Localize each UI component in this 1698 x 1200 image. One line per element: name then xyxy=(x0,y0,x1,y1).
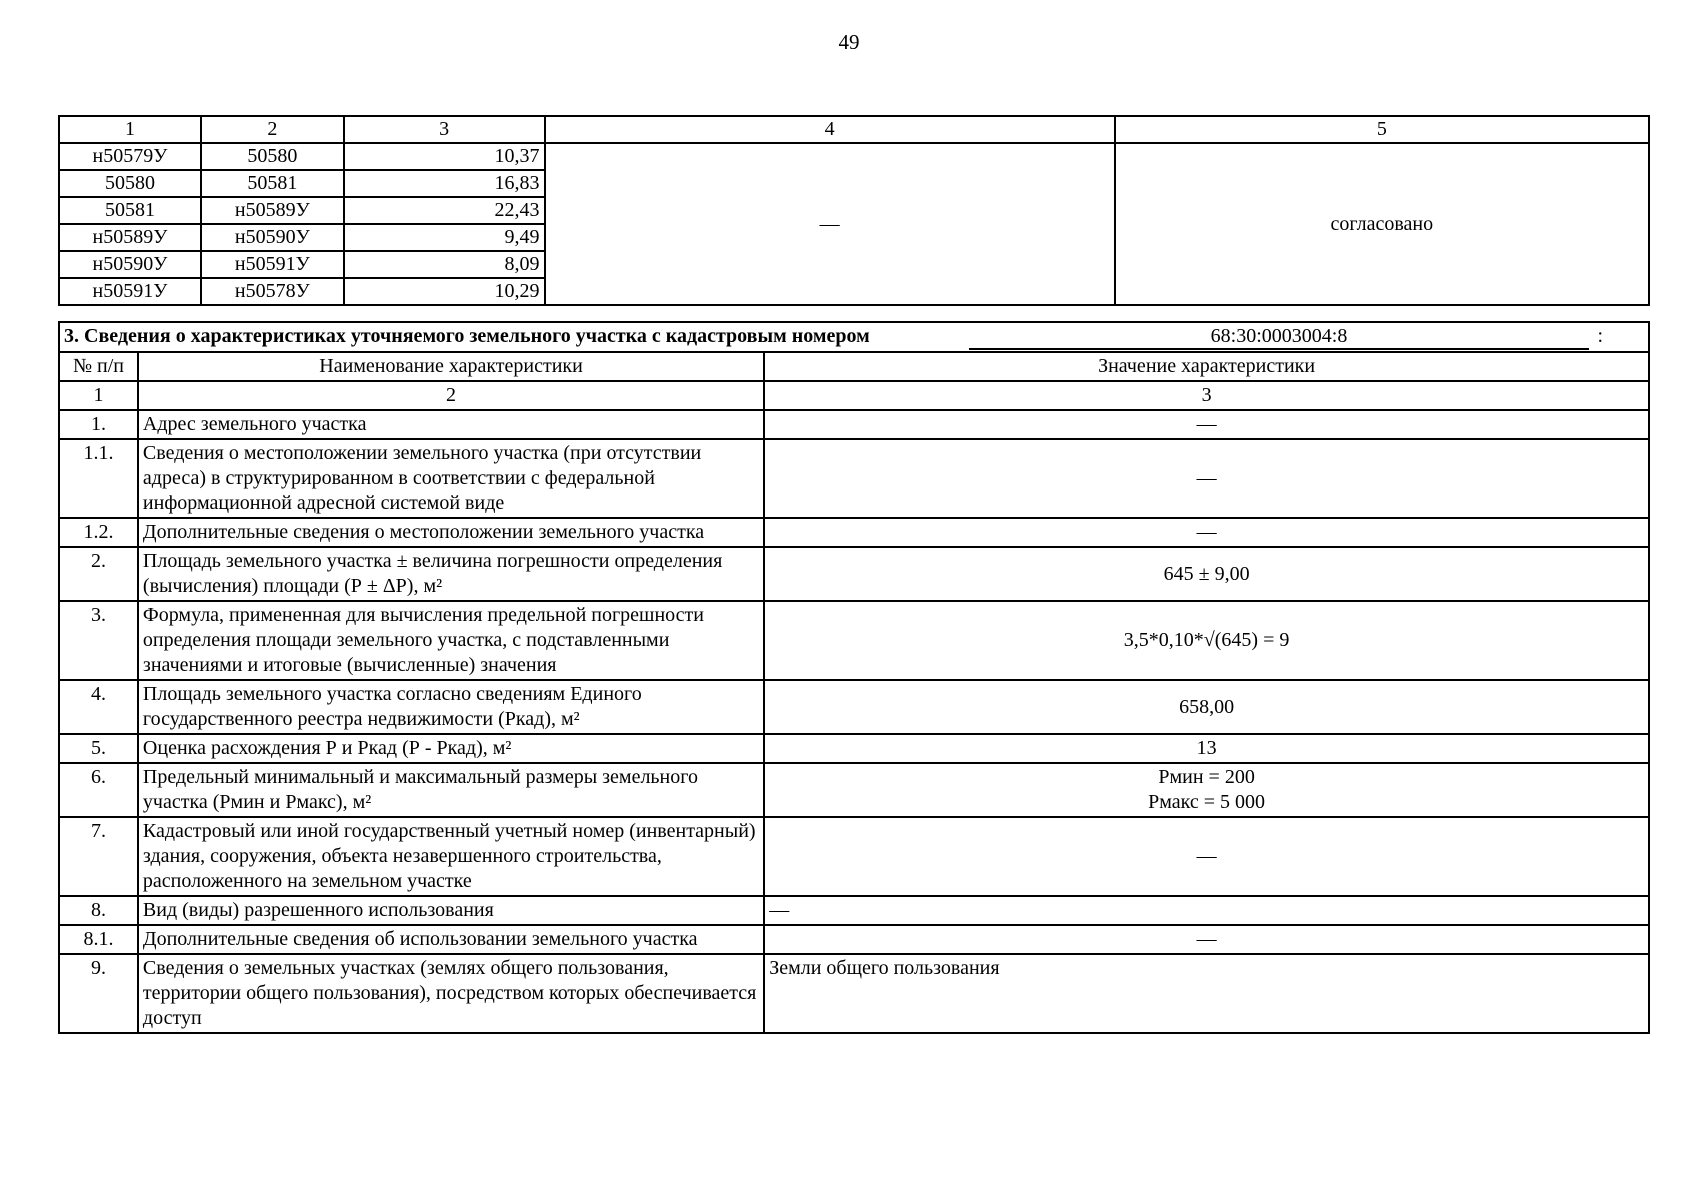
header-cell: 4 xyxy=(545,116,1115,143)
characteristic-value xyxy=(764,763,1649,817)
distance: 8,09 xyxy=(344,251,545,278)
characteristic-value: 645 ± 9,00 xyxy=(764,547,1649,601)
characteristic-name: Адрес земельного участка xyxy=(138,410,764,439)
point-from: н50579У xyxy=(59,143,201,170)
boundary-table-header xyxy=(59,116,1649,143)
row-number: 8.1. xyxy=(59,925,138,954)
characteristic-value: — xyxy=(764,439,1649,518)
table-row xyxy=(59,817,1649,896)
page-number: 49 xyxy=(838,30,860,54)
table-row xyxy=(59,734,1649,763)
header-value: Значение характеристики xyxy=(764,352,1649,381)
point-to: н50591У xyxy=(201,251,344,278)
col-number: 3 xyxy=(764,381,1649,410)
characteristic-name: Предельный минимальный и максимальный размеры земельного участка (Рмин и Рмакс), м² xyxy=(138,763,764,817)
header-cell: 2 xyxy=(201,116,344,143)
max-size: Рмакс = 5 000 xyxy=(1148,791,1266,813)
distance: 10,29 xyxy=(344,278,545,305)
section-title-row xyxy=(59,322,1649,352)
row-number: 1. xyxy=(59,410,138,439)
distance: 9,49 xyxy=(344,224,545,251)
characteristic-name: Формула, примененная для вычисления предельной погрешности определения площади земельного участка, с подставленными значениями и итоговые (вычисленные) значения xyxy=(138,601,764,680)
row-number: 2. xyxy=(59,547,138,601)
characteristics-header xyxy=(59,352,1649,381)
col-number: 1 xyxy=(59,381,138,410)
header-cell: 1 xyxy=(59,116,201,143)
table-row xyxy=(59,439,1649,518)
characteristic-value: — xyxy=(764,896,1649,925)
row-number: 3. xyxy=(59,601,138,680)
table-row xyxy=(59,601,1649,680)
row-number: 1.2. xyxy=(59,518,138,547)
header-num: № п/п xyxy=(59,352,138,381)
point-from: 50580 xyxy=(59,170,201,197)
point-to: н50589У xyxy=(201,197,344,224)
point-to: н50590У xyxy=(201,224,344,251)
header-name: Наименование характеристики xyxy=(138,352,764,381)
row-number: 7. xyxy=(59,817,138,896)
distance: 22,43 xyxy=(344,197,545,224)
row-number: 9. xyxy=(59,954,138,1033)
characteristic-name: Кадастровый или иной государственный учетный номер (инвентарный) здания, сооружения, объекта незавершенного строительства, расположенного на земельном участке xyxy=(138,817,764,896)
table-row xyxy=(59,896,1649,925)
characteristic-value: 3,5*0,10*√(645) = 9 xyxy=(764,601,1649,680)
section-title: 3. Сведения о характеристиках уточняемого земельного участка с кадастровым номером xyxy=(64,325,870,347)
header-cell: 5 xyxy=(1115,116,1649,143)
characteristic-value: Земли общего пользования xyxy=(764,954,1649,1033)
table-row xyxy=(59,410,1649,439)
point-from: н50590У xyxy=(59,251,201,278)
characteristic-value: — xyxy=(764,518,1649,547)
point-from: н50591У xyxy=(59,278,201,305)
column-numbers-row xyxy=(59,381,1649,410)
point-to: 50580 xyxy=(201,143,344,170)
cadastral-number: 68:30:0003004:8 xyxy=(969,324,1589,350)
col-number: 2 xyxy=(138,381,764,410)
characteristic-name: Площадь земельного участка согласно сведениям Единого государственного реестра недвижимости (Ркад), м² xyxy=(138,680,764,734)
table-row xyxy=(59,547,1649,601)
table-row xyxy=(59,925,1649,954)
characteristic-value: — xyxy=(764,817,1649,896)
point-to: н50578У xyxy=(201,278,344,305)
row-number: 6. xyxy=(59,763,138,817)
header-cell: 3 xyxy=(344,116,545,143)
characteristic-name: Вид (виды) разрешенного использования xyxy=(138,896,764,925)
characteristic-name: Оценка расхождения Р и Ркад (Р - Ркад), м² xyxy=(138,734,764,763)
table-row xyxy=(59,518,1649,547)
table-row xyxy=(59,143,1649,170)
characteristic-name: Дополнительные сведения об использовании земельного участка xyxy=(138,925,764,954)
characteristic-name: Площадь земельного участка ± величина погрешности определения (вычисления) площади (Р ± ΔР), м² xyxy=(138,547,764,601)
characteristic-value: 658,00 xyxy=(764,680,1649,734)
characteristic-name: Дополнительные сведения о местоположении земельного участка xyxy=(138,518,764,547)
characteristic-value: — xyxy=(764,410,1649,439)
point-from: 50581 xyxy=(59,197,201,224)
min-size: Рмин = 200 xyxy=(1158,766,1255,788)
characteristics-table xyxy=(58,321,1650,1034)
characteristic-name: Сведения о местоположении земельного участка (при отсутствии адреса) в структурированном в соответствии с федеральной информационной адресной системой виде xyxy=(138,439,764,518)
characteristic-value: 13 xyxy=(764,734,1649,763)
point-from: н50589У xyxy=(59,224,201,251)
characteristic-name: Сведения о земельных участках (землях общего пользования, территории общего пользования), посредством которых обеспечивается доступ xyxy=(138,954,764,1033)
section-colon: : xyxy=(1597,325,1603,347)
row-number: 8. xyxy=(59,896,138,925)
boundary-table xyxy=(58,115,1650,306)
col4-value: — xyxy=(545,143,1115,305)
table-row xyxy=(59,954,1649,1033)
row-number: 5. xyxy=(59,734,138,763)
distance: 10,37 xyxy=(344,143,545,170)
point-to: 50581 xyxy=(201,170,344,197)
table-row xyxy=(59,763,1649,817)
distance: 16,83 xyxy=(344,170,545,197)
row-number: 1.1. xyxy=(59,439,138,518)
approval-status: согласовано xyxy=(1115,143,1649,305)
row-number: 4. xyxy=(59,680,138,734)
table-row xyxy=(59,680,1649,734)
characteristic-value: — xyxy=(764,925,1649,954)
section-title-cell xyxy=(59,322,1649,352)
